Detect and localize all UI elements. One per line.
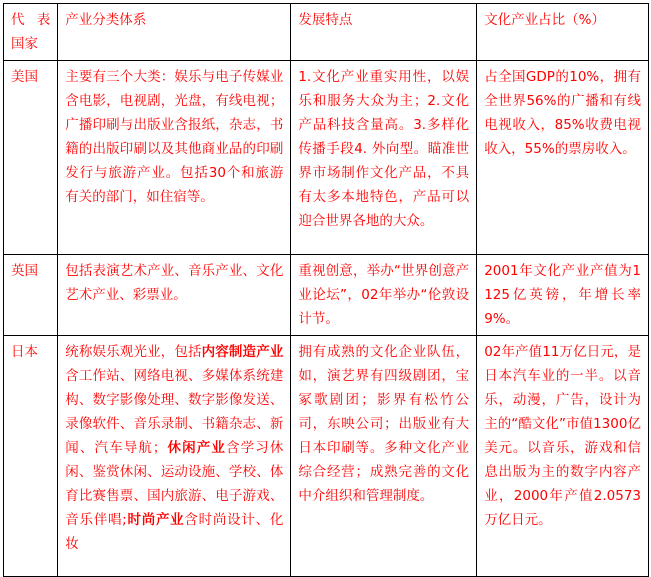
classification-cell: 包括表演艺术产业、音乐产业、文化艺术产业、彩票业。 <box>58 255 291 336</box>
table-row <box>4 336 649 577</box>
classification-cell: 主要有三个大类：娱乐与电子传媒业含电影，电视剧，光盘，有线电视；广播印刷与出版业含报纸，杂志，书籍的出版印刷以及其他商业品的印刷发行与旅游产业。包括30个和旅游有关的部门，如住宿等。 <box>58 61 291 255</box>
country-cell: 英国 <box>4 255 58 336</box>
table-row <box>4 255 649 336</box>
header-features: 发展特点 <box>291 4 477 61</box>
bold-segment: 休闲产业 <box>166 440 227 456</box>
country-cell: 美国 <box>4 61 58 255</box>
table-row <box>4 61 649 255</box>
bold-segment: 内容制造产业 <box>201 344 284 360</box>
features-cell: 1.文化产业重实用性，以娱乐和服务大众为主；2.文化产品科技含量高。3.多样化传播手段4. 外向型。瞄准世界市场制作文化产品，不具有太多本地特色，产品可以迎合世界各地的大众。 <box>291 61 477 255</box>
classification-cell <box>58 336 291 577</box>
features-cell: 拥有成熟的文化企业队伍，如，演艺界有四级剧团，宝冢歌剧团；影界有松竹公司，东映公司；出版业有大日本印刷等。多种文化产业综合经营；成熟完善的文化中介组织和管理制度。 <box>291 336 477 577</box>
culture-industry-table <box>3 3 649 577</box>
text-segment: 含时尚设计、化妆 <box>65 512 284 552</box>
text-segment: 统称娱乐观光业，包括 <box>65 344 202 360</box>
share-cell: 02年产值11万亿日元，是日本汽车业的一半。以音乐，动漫，广告，设计为主的“酷文化”市值1300亿美元。以音乐，游戏和信息出版为主的数字内容产业，2000年产值2.0573万亿日元。 <box>477 336 649 577</box>
header-row <box>4 4 649 61</box>
text-segment: 含学习休闲、鉴赏休闲、运动设施、学校、体育比赛售票、国内旅游、电子游戏、音乐伴唱; <box>65 440 284 528</box>
share-cell: 2001年文化产业产值为1125亿英镑，年增长率9%。 <box>477 255 649 336</box>
header-classification: 产业分类体系 <box>58 4 291 61</box>
header-country: 代 表 国家 <box>4 4 58 61</box>
share-cell: 占全国GDP的10%，拥有全世界56%的广播和有线电视收入，85%收费电视收入，55%的票房收入。 <box>477 61 649 255</box>
country-cell: 日本 <box>4 336 58 577</box>
text-segment: 含工作站、网络电视、多媒体系统建构、数字影像处理、数字影像发送、录像软件、音乐录制、书籍杂志、新闻、汽车导航； <box>65 368 284 456</box>
bold-segment: 时尚产业 <box>126 512 185 528</box>
features-cell: 重视创意，举办“世界创意产业论坛”，02年举办“伦敦设计节。 <box>291 255 477 336</box>
header-share: 文化产业占比（%） <box>477 4 649 61</box>
